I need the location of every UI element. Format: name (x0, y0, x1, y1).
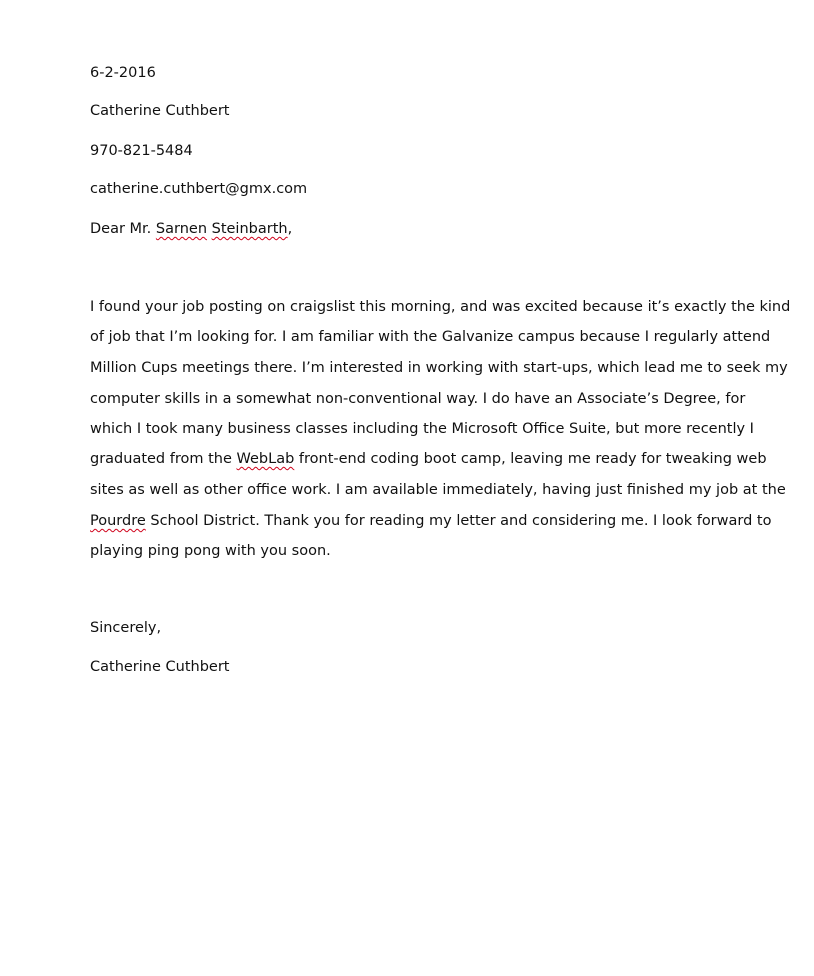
body-line-1: I found your job posting on craigslist this morning, and was excited because it’s exactly the kind (90, 299, 791, 315)
salutation-suffix: , (287, 221, 293, 237)
salutation-name-part1: Sarnen (155, 221, 208, 237)
sender-email: catherine.cuthbert@gmx.com (90, 181, 308, 197)
letter-date: 6-2-2016 (90, 65, 156, 81)
body-line-3: Million Cups meetings there. I’m interested in working with start-ups, which lead me to seek my (90, 360, 788, 376)
salutation-prefix: Dear Mr. (90, 221, 156, 237)
body-line-2: of job that I’m looking for. I am familiar with the Galvanize campus because I regularly attend (90, 329, 771, 345)
signature: Catherine Cuthbert (90, 659, 230, 675)
body-line-6-end: front-end coding boot camp, leaving me ready for tweaking web (294, 451, 767, 467)
body-line-9: playing ping pong with you soon. (90, 543, 331, 559)
body-line-8 (90, 511, 771, 531)
body-line-7: sites as well as other office work. I am available immediately, having just finished my job at the (90, 482, 786, 498)
salutation (90, 219, 292, 239)
body-line-5: which I took many business classes including the Microsoft Office Suite, but more recently I (90, 421, 754, 437)
sender-phone: 970-821-5484 (90, 143, 193, 159)
body-line-8-flagged-word: Pourdre (90, 513, 146, 529)
salutation-name-part2: Steinbarth (211, 221, 288, 237)
closing: Sincerely, (90, 620, 162, 636)
body-line-8-end: School District. Thank you for reading my letter and considering me. I look forward to (145, 513, 772, 529)
body-line-4: computer skills in a somewhat non-conventional way. I do have an Associate’s Degree, for (90, 391, 746, 407)
body-line-6-start: graduated from the (90, 451, 237, 467)
sender-name: Catherine Cuthbert (90, 103, 230, 119)
body-line-6 (90, 449, 767, 469)
body-line-6-flagged-word: WebLab (236, 451, 295, 467)
